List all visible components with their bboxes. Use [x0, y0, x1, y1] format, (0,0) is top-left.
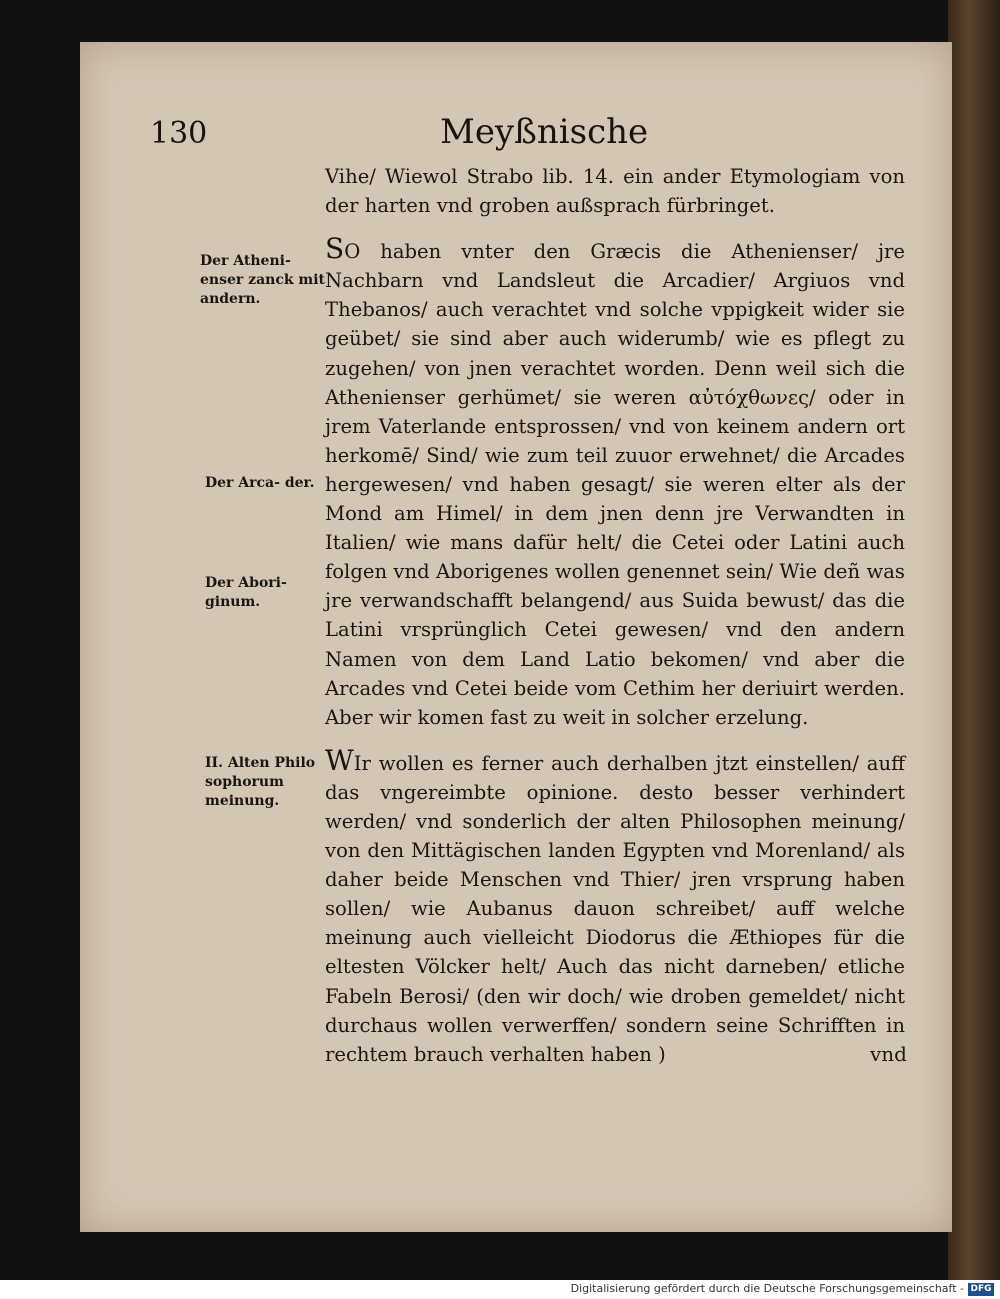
paragraph: SO haben vnter den Græcis die Athenienser/ jre Nachbarn vnd Landsleut die Arcadier/ Argiuos vnd Thebanos/ auch verachtet vnd solche vppigkeit wider sie geübet/ sie sind aber auch widerumb/ wie es pflegt zu zugehen/ von jnen verachtet worden. Denn weil sich die Athenienser gerhümet/ sie weren αὐτόχθωνες/ oder in jrem Vaterlande entsprossen/ vnd von keinem andern ort herkomē/ Sind/ wie zum teil zuuor erwehnet/ die Arcades hergewesen/ vnd haben gesagt/ sie weren elter als der Mond am Himel/ in dem jnen denn jre Verwandten in Italien/ wie mans dafür helt/ die Cetei oder Latini auch folgen vnd Aborigenes wollen genennet sein/ Wie deñ was jre verwandschafft belangend/ aus Suida bewust/ das die Latini vrsprünglich Cetei gewesen/ vnd den andern Namen von dem Land Latio bekomen/ vnd aber die Arcades vnd Cetei beide vom Cethim her deriuirt werden. Aber wir komen fast zu weit in solcher erzelung.: [325, 232, 905, 729]
margin-note-aborigines: Der Abori- ginum.: [205, 575, 287, 610]
book-edge: [948, 0, 1000, 1280]
paragraph: WIr wollen es ferner auch derhalben jtzt einstellen/ auff das vngereimbte opinione. desto besser verhindert werden/ vnd sonderlich der alten Philosophen meinung/ von den Mittägischen landen Egypten vnd Morenland/ als daher beide Menschen vnd Thier/ jren vrsprung haben sollen/ wie Aubanus dauon schreibet/ auff welche meinung auch vielleicht Diodorus die Æthiopes für die eltesten Völcker helt/ Auch das nicht darneben/ etliche Fabeln Berosi/ (den wir doch/ wie droben gemeldet/ nicht durchaus wollen verwerffen/ sondern seine Schrifften in rechtem brauch verhalten haben ): [325, 743, 905, 1066]
catchword: vnd: [870, 1042, 907, 1066]
running-head: Meyßnische: [440, 112, 649, 152]
body-text: [325, 162, 905, 1069]
paragraph: Vihe/ Wiewol Strabo lib. 14. ein ander Etymologiam von der harten vnd groben außsprach fürbringet.: [325, 165, 905, 218]
margin-note-arcadians: Der Arca- der.: [205, 475, 315, 491]
funding-credit: Digitalisierung gefördert durch die Deutsche Forschungsgemeinschaft -: [570, 1282, 964, 1295]
dfg-logo-icon: DFG: [968, 1283, 994, 1296]
page-number: 130: [150, 116, 208, 151]
footer-bar: [0, 1280, 1000, 1299]
paper-page: [80, 42, 952, 1232]
margin-note-athenians: Der Atheni- enser zanck mit andern.: [200, 253, 326, 307]
margin-note-philosophers: II. Alten Philo sophorum meinung.: [205, 755, 316, 809]
